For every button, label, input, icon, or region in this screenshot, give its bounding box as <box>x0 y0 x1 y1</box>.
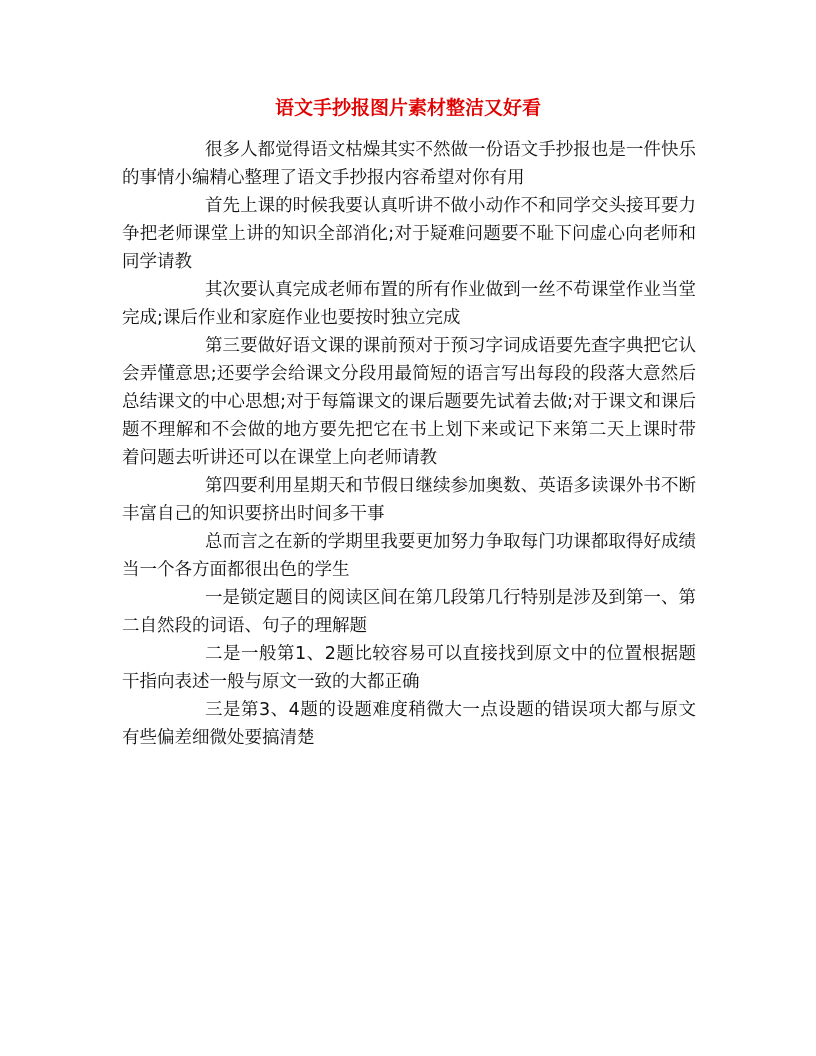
paragraph-fourth: 第四要利用星期天和节假日继续参加奥数、英语多读课外书不断丰富自己的知识要挤出时间多干事 <box>122 476 696 524</box>
paragraph-first: 首先上课的时候我要认真听讲不做小动作不和同学交头接耳要力争把老师课堂上讲的知识全部消化;对于疑难问题要不耻下问虚心向老师和同学请教 <box>122 196 696 272</box>
paragraph-third: 第三要做好语文课的课前预对于预习字词成语要先查字典把它认会弄懂意思;还要学会给课文分段用最简短的语言写出每段的段落大意然后总结课文的中心思想;对于每篇课文的课后题要先试着去做;对于课文和课后题不理解和不会做的地方要先把它在书上划下来或记下来第二天上课时带着问题去听讲还可以在课堂上向老师请教 <box>122 336 696 468</box>
document-body <box>122 136 696 752</box>
paragraph-tip-two: 二是一般第1、2题比较容易可以直接找到原文中的位置根据题干指向表述一般与原文一致的大都正确 <box>122 644 696 692</box>
paragraph-summary: 总而言之在新的学期里我要更加努力争取每门功课都取得好成绩当一个各方面都很出色的学生 <box>122 532 696 580</box>
paragraph-second: 其次要认真完成老师布置的所有作业做到一丝不苟课堂作业当堂完成;课后作业和家庭作业也要按时独立完成 <box>122 280 696 328</box>
paragraph-tip-one: 一是锁定题目的阅读区间在第几段第几行特别是涉及到第一、第二自然段的词语、句子的理解题 <box>122 588 696 636</box>
document-title: 语文手抄报图片素材整洁又好看 <box>274 97 541 119</box>
paragraph-tip-three: 三是第3、4题的设题难度稍微大一点设题的错误项大都与原文有些偏差细微处要搞清楚 <box>122 700 696 748</box>
paragraph-intro: 很多人都觉得语文枯燥其实不然做一份语文手抄报也是一件快乐的事情小编精心整理了语文手抄报内容希望对你有用 <box>122 140 696 188</box>
